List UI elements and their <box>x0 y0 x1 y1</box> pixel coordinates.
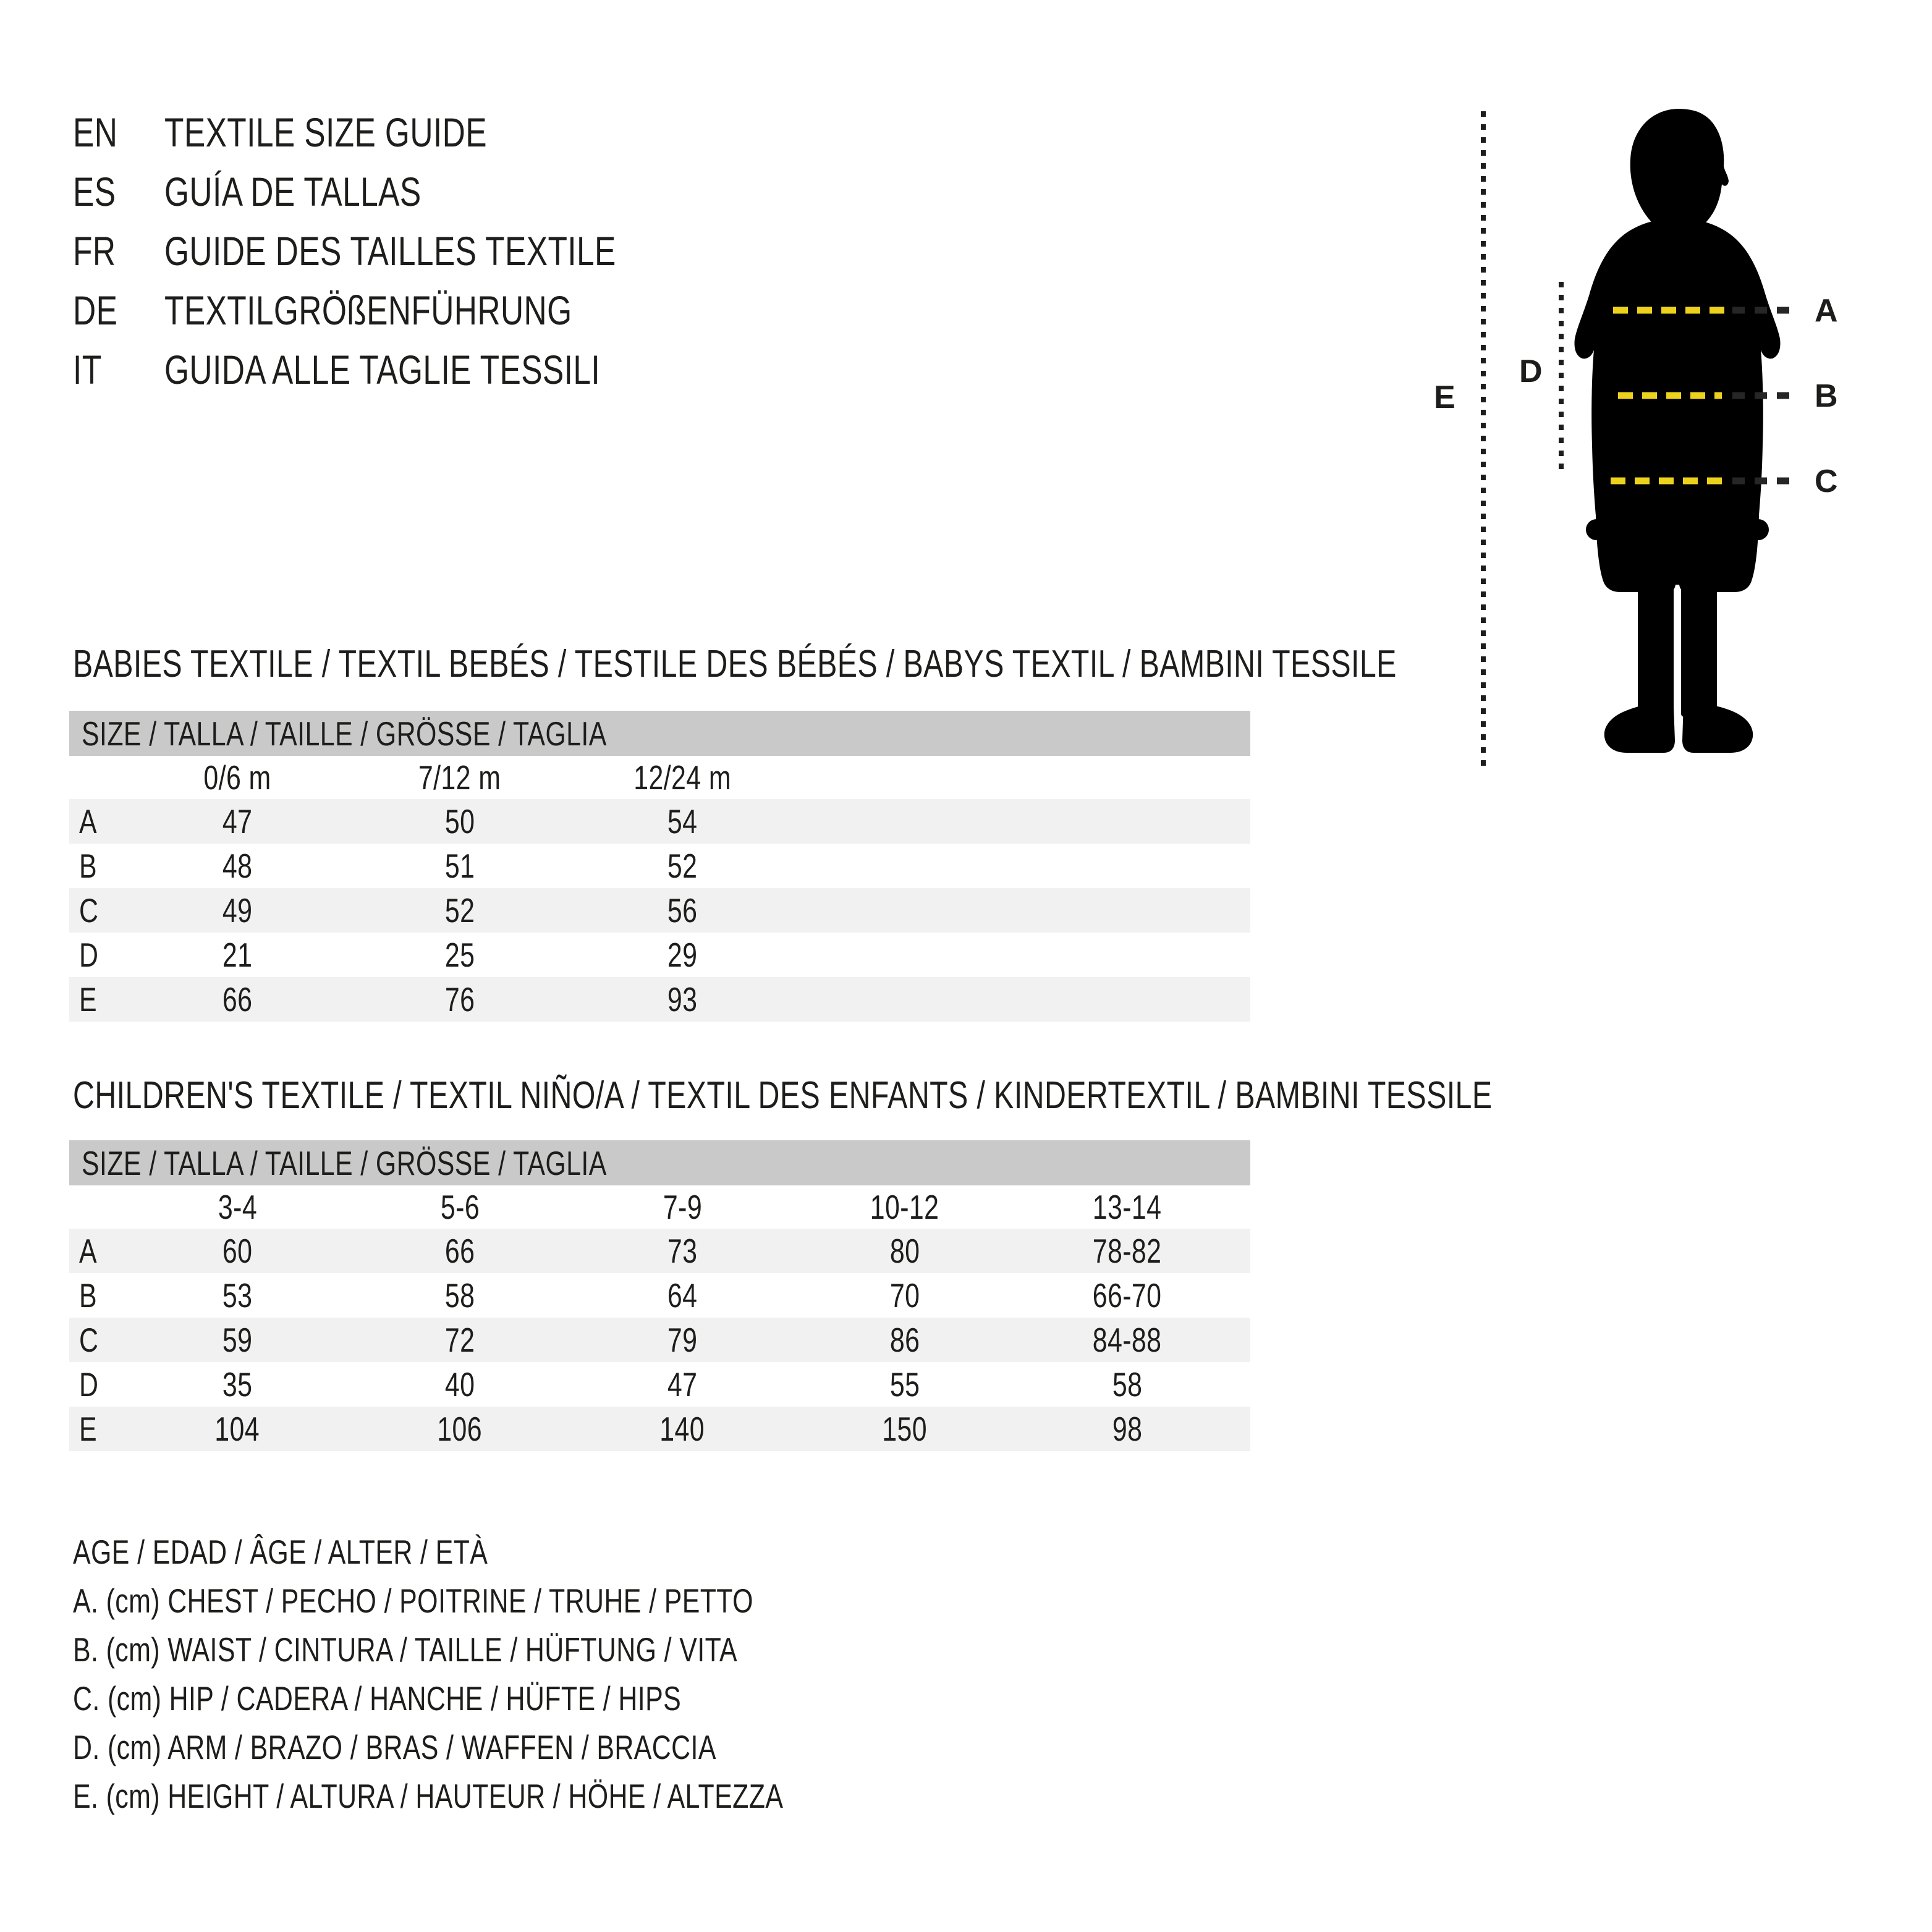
column-header-label: 5-6 <box>440 1188 480 1226</box>
table-row <box>69 1229 1250 1273</box>
value-text: 70 <box>889 1276 920 1315</box>
value-cell <box>126 1320 349 1360</box>
value-text: 52 <box>667 847 698 885</box>
value-text: 72 <box>444 1321 475 1359</box>
language-title: TEXTILE SIZE GUIDE <box>164 109 487 155</box>
value-cell <box>126 802 349 841</box>
column-header-row <box>69 1185 1250 1229</box>
value-cell <box>349 1231 571 1271</box>
value-text: 84-88 <box>1093 1321 1162 1359</box>
value-text: 76 <box>444 980 475 1019</box>
language-row <box>73 103 744 162</box>
column-header-label: 10-12 <box>870 1188 939 1226</box>
language-title: GUIDA ALLE TAGLIE TESSILI <box>164 347 601 392</box>
row-label: B <box>79 1276 98 1315</box>
language-row <box>73 162 744 221</box>
value-text: 150 <box>882 1410 928 1448</box>
legend-line-text: AGE / EDAD / ÂGE / ALTER / ETÀ <box>73 1533 488 1571</box>
legend-line <box>73 1674 984 1723</box>
value-cell <box>349 935 571 975</box>
table-row <box>69 888 1250 933</box>
value-cell <box>571 1276 794 1315</box>
children-section-title <box>73 1074 1892 1117</box>
value-cell <box>571 1320 794 1360</box>
value-text: 48 <box>222 847 253 885</box>
value-cell <box>126 1231 349 1271</box>
measure-label-d: D <box>1519 354 1543 389</box>
value-cell <box>1016 1231 1239 1271</box>
column-header-row <box>69 756 1250 799</box>
column-header-label: 12/24 m <box>633 758 731 797</box>
value-cell <box>1016 1409 1239 1449</box>
silhouette-hand-left <box>1586 519 1607 540</box>
babies-section-title-text: BABIES TEXTILE / TEXTIL BEBÉS / TESTILE DES BÉBÉS / BABYS TEXTIL / BAMBINI TESSILE <box>73 643 1397 685</box>
value-cell <box>126 891 349 930</box>
row-label: A <box>79 1232 98 1270</box>
value-cell <box>571 891 794 930</box>
language-title: TEXTILGRÖßENFÜHRUNG <box>164 287 572 333</box>
measure-label-b: B <box>1815 378 1838 414</box>
silhouette-hand-right <box>1748 519 1769 540</box>
value-cell <box>794 1231 1016 1271</box>
value-text: 47 <box>667 1365 698 1404</box>
row-label-cell <box>69 1409 126 1449</box>
value-cell <box>349 1365 571 1404</box>
value-text: 80 <box>889 1232 920 1270</box>
value-text: 47 <box>222 802 253 841</box>
value-cell <box>794 1276 1016 1315</box>
table-row <box>69 933 1250 977</box>
value-text: 51 <box>444 847 475 885</box>
language-code: DE <box>73 287 118 333</box>
value-text: 55 <box>889 1365 920 1404</box>
row-label: D <box>79 1365 99 1404</box>
column-header-label: 3-4 <box>218 1188 257 1226</box>
value-text: 50 <box>444 802 475 841</box>
children-size-table <box>69 1140 1250 1451</box>
value-text: 66-70 <box>1093 1276 1162 1315</box>
column-header-label: 13-14 <box>1093 1188 1162 1226</box>
value-text: 58 <box>444 1276 475 1315</box>
value-text: 52 <box>444 891 475 930</box>
value-cell <box>349 891 571 930</box>
measurement-legend <box>73 1528 984 1821</box>
value-cell <box>349 1409 571 1449</box>
value-text: 104 <box>214 1410 260 1448</box>
table-row <box>69 1407 1250 1451</box>
value-cell <box>126 935 349 975</box>
value-cell <box>794 1320 1016 1360</box>
size-figure <box>1421 74 1932 803</box>
size-header-bar <box>69 1140 1250 1185</box>
babies-size-table <box>69 711 1250 1022</box>
value-text: 79 <box>667 1321 698 1359</box>
value-text: 40 <box>444 1365 475 1404</box>
column-header-cell <box>126 758 349 797</box>
legend-line-text: B. (cm) WAIST / CINTURA / TAILLE / HÜFTUNG / VITA <box>73 1630 738 1669</box>
value-cell <box>571 1409 794 1449</box>
value-cell <box>349 846 571 886</box>
table-row <box>69 1318 1250 1362</box>
row-label-cell <box>69 802 126 841</box>
silhouette-shoe-right <box>1682 702 1753 753</box>
value-text: 54 <box>667 802 698 841</box>
language-code: IT <box>73 347 102 392</box>
value-cell <box>126 846 349 886</box>
value-text: 56 <box>667 891 698 930</box>
row-label: C <box>79 891 99 930</box>
value-text: 35 <box>222 1365 253 1404</box>
value-cell <box>349 802 571 841</box>
value-text: 25 <box>444 936 475 974</box>
table-row <box>69 799 1250 844</box>
value-cell <box>349 980 571 1019</box>
legend-line <box>73 1772 984 1821</box>
legend-line <box>73 1528 984 1577</box>
column-header-cell <box>571 758 794 797</box>
row-label-cell <box>69 1276 126 1315</box>
value-text: 64 <box>667 1276 698 1315</box>
column-header-label: 7-9 <box>663 1188 702 1226</box>
table-row <box>69 844 1250 888</box>
value-text: 93 <box>667 980 698 1019</box>
value-text: 66 <box>222 980 253 1019</box>
value-cell <box>571 980 794 1019</box>
language-code: EN <box>73 109 118 155</box>
row-label-cell <box>69 1231 126 1271</box>
value-cell <box>126 1409 349 1449</box>
column-header-cell <box>571 1187 794 1227</box>
value-cell <box>794 1365 1016 1404</box>
value-cell <box>571 935 794 975</box>
measure-label-a: A <box>1815 293 1838 329</box>
legend-line-text: C. (cm) HIP / CADERA / HANCHE / HÜFTE / HIPS <box>73 1679 682 1718</box>
value-cell <box>794 1409 1016 1449</box>
column-header-label: 7/12 m <box>418 758 501 797</box>
value-cell <box>349 1320 571 1360</box>
value-text: 49 <box>222 891 253 930</box>
row-label-cell <box>69 980 126 1019</box>
measure-label-e: E <box>1434 379 1455 415</box>
value-text: 66 <box>444 1232 475 1270</box>
value-text: 29 <box>667 936 698 974</box>
legend-line <box>73 1723 984 1772</box>
value-cell <box>571 802 794 841</box>
language-row <box>73 281 744 340</box>
silhouette-shoe-left <box>1604 702 1675 753</box>
value-text: 73 <box>667 1232 698 1270</box>
value-text: 106 <box>437 1410 483 1448</box>
language-code: FR <box>73 228 116 274</box>
value-cell <box>571 846 794 886</box>
silhouette-head <box>1630 109 1729 236</box>
value-text: 21 <box>222 936 253 974</box>
row-label: A <box>79 802 98 841</box>
value-cell <box>126 980 349 1019</box>
language-title: GUÍA DE TALLAS <box>164 169 422 214</box>
table-row <box>69 1362 1250 1407</box>
value-cell <box>126 1276 349 1315</box>
table-row <box>69 977 1250 1022</box>
row-label-cell <box>69 1320 126 1360</box>
legend-line <box>73 1577 984 1625</box>
size-header-text: SIZE / TALLA / TAILLE / GRÖSSE / TAGLIA <box>82 1143 607 1182</box>
size-header-text: SIZE / TALLA / TAILLE / GRÖSSE / TAGLIA <box>82 714 607 753</box>
row-label-cell <box>69 1365 126 1404</box>
legend-line-text: D. (cm) ARM / BRAZO / BRAS / WAFFEN / BRACCIA <box>73 1728 716 1766</box>
value-cell <box>349 1276 571 1315</box>
language-list <box>73 103 744 399</box>
language-code: ES <box>73 169 116 214</box>
row-label: E <box>79 1410 98 1448</box>
value-text: 98 <box>1112 1410 1143 1448</box>
column-header-cell <box>1016 1187 1239 1227</box>
value-cell <box>571 1365 794 1404</box>
value-text: 58 <box>1112 1365 1143 1404</box>
value-text: 59 <box>222 1321 253 1359</box>
row-label-cell <box>69 935 126 975</box>
value-text: 140 <box>659 1410 705 1448</box>
row-label: E <box>79 980 98 1019</box>
legend-line-text: E. (cm) HEIGHT / ALTURA / HAUTEUR / HÖHE / ALTEZZA <box>73 1777 784 1815</box>
value-text: 53 <box>222 1276 253 1315</box>
column-header-cell <box>349 1187 571 1227</box>
row-label-cell <box>69 891 126 930</box>
row-label: C <box>79 1321 99 1359</box>
size-header-bar <box>69 711 1250 756</box>
column-header-cell <box>794 1187 1016 1227</box>
table-row <box>69 1273 1250 1318</box>
silhouette-body <box>1575 218 1781 592</box>
value-cell <box>126 1365 349 1404</box>
legend-line-text: A. (cm) CHEST / PECHO / POITRINE / TRUHE / PETTO <box>73 1582 753 1620</box>
column-header-cell <box>126 1187 349 1227</box>
column-header-cell <box>349 758 571 797</box>
row-label-cell <box>69 846 126 886</box>
value-cell <box>1016 1320 1239 1360</box>
measure-label-c: C <box>1815 464 1838 499</box>
babies-section-title <box>73 643 1770 686</box>
value-text: 60 <box>222 1232 253 1270</box>
value-cell <box>571 1231 794 1271</box>
value-text: 86 <box>889 1321 920 1359</box>
value-cell <box>1016 1276 1239 1315</box>
children-section-title-text: CHILDREN'S TEXTILE / TEXTIL NIÑO/A / TEXTIL DES ENFANTS / KINDERTEXTIL / BAMBINI TESSILE <box>73 1074 1493 1117</box>
language-title: GUIDE DES TAILLES TEXTILE <box>164 228 616 274</box>
row-label: D <box>79 936 99 974</box>
value-cell <box>1016 1365 1239 1404</box>
language-row <box>73 221 744 281</box>
column-header-label: 0/6 m <box>203 758 271 797</box>
row-label: B <box>79 847 98 885</box>
value-text: 78-82 <box>1093 1232 1162 1270</box>
language-row <box>73 340 744 399</box>
legend-line <box>73 1625 984 1674</box>
